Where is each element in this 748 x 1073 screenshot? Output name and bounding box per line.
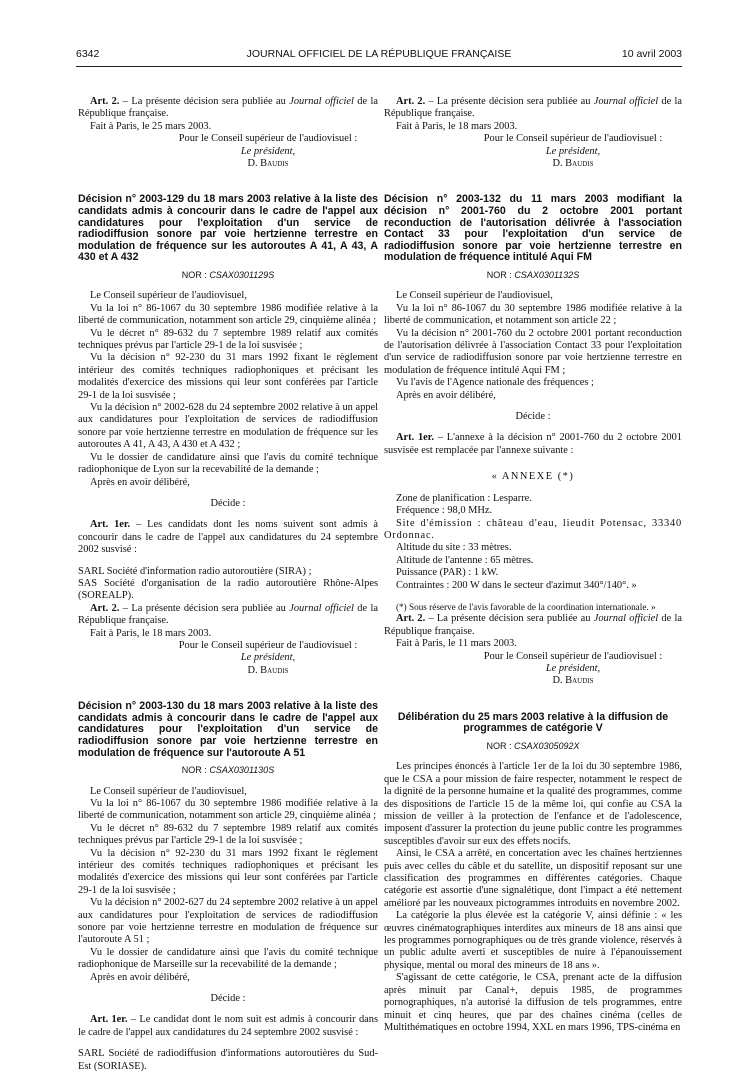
candidate: SARL Société de radiodiffusion d'informations autoroutières du Sud-Est (SORIASE).	[78, 1048, 378, 1072]
article-1: Art. 1er. – Les candidats dont les noms suivent sont admis à concourir dans le cadre de l'appel aux candidatures du 24 septembre 2002 susvisé :	[78, 519, 378, 556]
paragraph: Après en avoir délibéré,	[396, 389, 496, 401]
paragraph: Vu la loi n° 86-1067 du 30 septembre 1986 modifiée relative à la liberté de communication, notamment son article 29, cinquième alinéa ;	[78, 302, 378, 327]
annex-line: Altitude de l'antenne : 65 mètres.	[396, 554, 534, 566]
article-2: Art. 2. – La présente décision sera publiée au Journal officiel de la République française.	[384, 96, 682, 120]
done-at: Fait à Paris, le 11 mars 2003.	[396, 638, 517, 650]
nor-reference: NOR : CSAX0305092X	[486, 740, 580, 751]
paragraph: La catégorie la plus élevée est la catégorie V, ainsi définie : « les œuvres cinématographiques interdites aux mineurs de 18 ans ainsi que les programmes pornographiques ou de très grande violence, réservés à un public adulte averti et susceptibles de nuire à l'épanouissement physique, mental ou moral des mineurs de 18 ans ».	[384, 910, 682, 971]
paragraph: Vu la décision n° 92-230 du 31 mars 1992 fixant le règlement intérieur des comités techniques radiophoniques et précisant les modalités d'exercice des missions qui leur sont conférées par l'article 29-1 de la loi susvisée ;	[78, 847, 378, 896]
left-column	[78, 96, 378, 1073]
right-column	[384, 96, 682, 1034]
annex-line: Contraintes : 200 W dans le secteur d'azimut 340°/140°. »	[396, 579, 637, 591]
paragraph: Le Conseil supérieur de l'audiovisuel,	[396, 290, 553, 302]
paragraph: Vu la loi n° 86-1067 du 30 septembre 1986 modifiée relative à la liberté de communication, notamment son article 29, cinquième alinéa ;	[78, 797, 378, 822]
paragraph: Vu la décision n° 2002-628 du 24 septembre 2002 relative à un appel aux candidatures pour l'exploitation de services de radiodiffusion sonore par voie hertzienne terrestre en modulation de fréquence sur les autoroutes A 41, A 43, A 430 et A 432 ;	[78, 402, 378, 451]
page-header	[76, 48, 682, 62]
header-rule	[76, 66, 682, 67]
paragraph: Vu le décret n° 89-632 du 7 septembre 1989 relatif aux comités techniques prévus par l'article 29-1 de la loi susvisée ;	[78, 327, 378, 352]
paragraph: Le Conseil supérieur de l'audiovisuel,	[90, 290, 247, 302]
paragraph: Vu le dossier de candidature ainsi que l'avis du comité technique radiophonique de Lyon sur la recevabilité de la demande ;	[78, 451, 378, 476]
annex-heading: « ANNEXE (*)	[491, 471, 575, 483]
paragraph: Vu le dossier de candidature ainsi que l'avis du comité technique radiophonique de Marseille sur la recevabilité de la demande ;	[78, 946, 378, 971]
paragraph: Vu l'avis de l'Agence nationale des fréquences ;	[396, 377, 594, 389]
candidate: SARL Société d'information radio autoroutière (SIRA) ;	[78, 565, 312, 577]
annex-line: Fréquence : 98,0 MHz.	[396, 505, 493, 517]
paragraph: Les principes énoncés à l'article 1er de la loi du 30 septembre 1986, que le CSA a pour mission de faire respecter, notamment le respect de la dignité de la personne humaine et la qualité des programmes, comme des dispositions de l'article 15 de la même loi, qui confie au CSA la mission de veiller à la protection de l'enfance et de l'adolescence, imposent d'assurer la protection du jeune public contre les programmes susceptibles d'avoir sur eux des effets nocifs.	[384, 761, 682, 847]
paragraph: Vu le décret n° 89-632 du 7 septembre 1989 relatif aux comités techniques prévus par l'article 29-1 de la loi susvisée ;	[78, 822, 378, 847]
nor-reference: NOR : CSAX0301132S	[486, 270, 580, 280]
done-at: Fait à Paris, le 18 mars 2003.	[90, 627, 212, 639]
paragraph: Vu la loi n° 86-1067 du 30 septembre 1986 modifiée relative à la liberté de communication, et notamment son article 22 ;	[384, 302, 682, 327]
annex-line: Site d'émission : château d'eau, lieudit Potensac, 33340 Ordonnac.	[384, 517, 682, 541]
signature-block: Pour le Conseil supérieur de l'audiovisuel : Le président, D. Baudis	[178, 133, 358, 170]
annex-footnote: (*) Sous réserve de l'avis favorable de la coordination internationale. »	[396, 601, 656, 612]
decision-title: Décision n° 2003-130 du 18 mars 2003 relative à la liste des candidats admis à concourir dans le cadre de l'appel aux candidatures pour l'exploitation d'un service de radiodiffusion sonore par voie hertzienne terrestre en modulation de fréquence sur l'autoroute A 51	[78, 700, 378, 759]
decides-heading: Décide :	[515, 411, 551, 423]
paragraph: Vu la décision n° 92-230 du 31 mars 1992 fixant le règlement intérieur des comités techniques radiophoniques et précisant les modalités d'exercice des missions qui leur sont conférées par l'article 29-1 de la loi susvisée ;	[78, 352, 378, 401]
candidate: SAS Société d'organisation de la radio autoroutière Rhône-Alpes (SOREALP).	[78, 577, 378, 602]
annex-line: Zone de planification : Lesparre.	[396, 492, 532, 504]
decides-heading: Décide :	[210, 497, 246, 509]
done-at: Fait à Paris, le 18 mars 2003.	[396, 120, 518, 132]
signature-block: Pour le Conseil supérieur de l'audiovisuel : Le président, D. Baudis	[483, 133, 663, 170]
paragraph: Après en avoir délibéré,	[90, 971, 190, 983]
paragraph: Vu la décision n° 2001-760 du 2 octobre 2001 portant reconduction de l'autorisation délivrée à l'association Contact 33 pour l'exploitation d'un service de radiodiffusion sonore par voie hertzienne terrestre en modulation de fréquence intitulé Aqui FM ;	[384, 327, 682, 376]
paragraph: Vu la décision n° 2002-627 du 24 septembre 2002 relative à un appel aux candidatures pour l'exploitation de services de radiodiffusion sonore par voie hertzienne terrestre en modulation de fréquence sur l'autoroute A 51 ;	[78, 897, 378, 946]
paragraph: Le Conseil supérieur de l'audiovisuel,	[90, 785, 247, 797]
signature-block: Pour le Conseil supérieur de l'audiovisuel : Le président, D. Baudis	[178, 639, 358, 676]
deliberation-title: Délibération du 25 mars 2003 relative à la diffusion de programmes de catégorie V	[397, 710, 669, 735]
nor-reference: NOR : CSAX0301130S	[181, 765, 275, 776]
article-2: Art. 2. – La présente décision sera publiée au Journal officiel de la République française.	[78, 96, 378, 120]
paragraph: Après en avoir délibéré,	[90, 476, 190, 488]
paragraph: S'agissant de cette catégorie, le CSA, prenant acte de la diffusion après minuit par Canal+, depuis 1985, de programmes pornographiques, n'a autorisé la diffusion de tels programmes, entre minuit et cinq heures, que par des chaînes cinéma (celles de Multithématiques en octobre 1994, XXL en mars 1996, TPS-cinéma en	[384, 972, 682, 1033]
signature-block: Pour le Conseil supérieur de l'audiovisuel : Le président, D. Baudis	[483, 650, 663, 687]
annex-line: Puissance (PAR) : 1 kW.	[396, 567, 499, 579]
decision-title: Décision n° 2003-129 du 18 mars 2003 relative à la liste des candidats admis à concourir dans le cadre de l'appel aux candidatures pour l'exploitation d'un service de radiodiffusion sonore par voie hertzienne terrestre en modulation de fréquence sur les autoroutes A 41, A 43, A 430 et A 432	[78, 193, 378, 264]
decision-title: Décision n° 2003-132 du 11 mars 2003 modifiant la décision n° 2001-760 du 2 octobre 2001 portant reconduction de l'autorisation délivrée à l'association Contact 33 pour l'exploitation d'un service de radiodiffusion sonore par voie hertzienne terrestre en modulation de fréquence intitulé Aqui FM	[384, 193, 682, 264]
annex-line: Altitude du site : 33 mètres.	[396, 542, 512, 554]
nor-reference: NOR : CSAX0301129S	[181, 270, 275, 280]
article-2: Art. 2. – La présente décision sera publiée au Journal officiel de la République française.	[384, 613, 682, 637]
decides-heading: Décide :	[210, 993, 246, 1005]
article-1: Art. 1er. – Le candidat dont le nom suit est admis à concourir dans le cadre de l'appel aux candidatures du 24 septembre 2002 susvisé :	[78, 1014, 378, 1038]
done-at: Fait à Paris, le 25 mars 2003.	[90, 120, 212, 132]
article-1: Art. 1er. – L'annexe à la décision n° 2001-760 du 2 octobre 2001 susvisée est remplacée par l'annexe suivante :	[384, 432, 682, 456]
article-2: Art. 2. – La présente décision sera publiée au Journal officiel de la République française.	[78, 602, 378, 627]
journal-title: JOURNAL OFFICIEL DE LA RÉPUBLIQUE FRANÇAISE	[246, 48, 512, 60]
issue-date: 10 avril 2003	[621, 48, 682, 60]
paragraph: Ainsi, le CSA a arrêté, en concertation avec les chaînes hertziennes puis avec celles du câble et du satellite, un dispositif reposant sur une classification des programmes en différentes catégories. Chaque catégorie est assortie d'une signalétique, dont l'impact a été nettement amélioré par les nouveaux pictogrammes introduits en novembre 2002.	[384, 848, 682, 909]
page-number: 6342	[76, 48, 100, 60]
